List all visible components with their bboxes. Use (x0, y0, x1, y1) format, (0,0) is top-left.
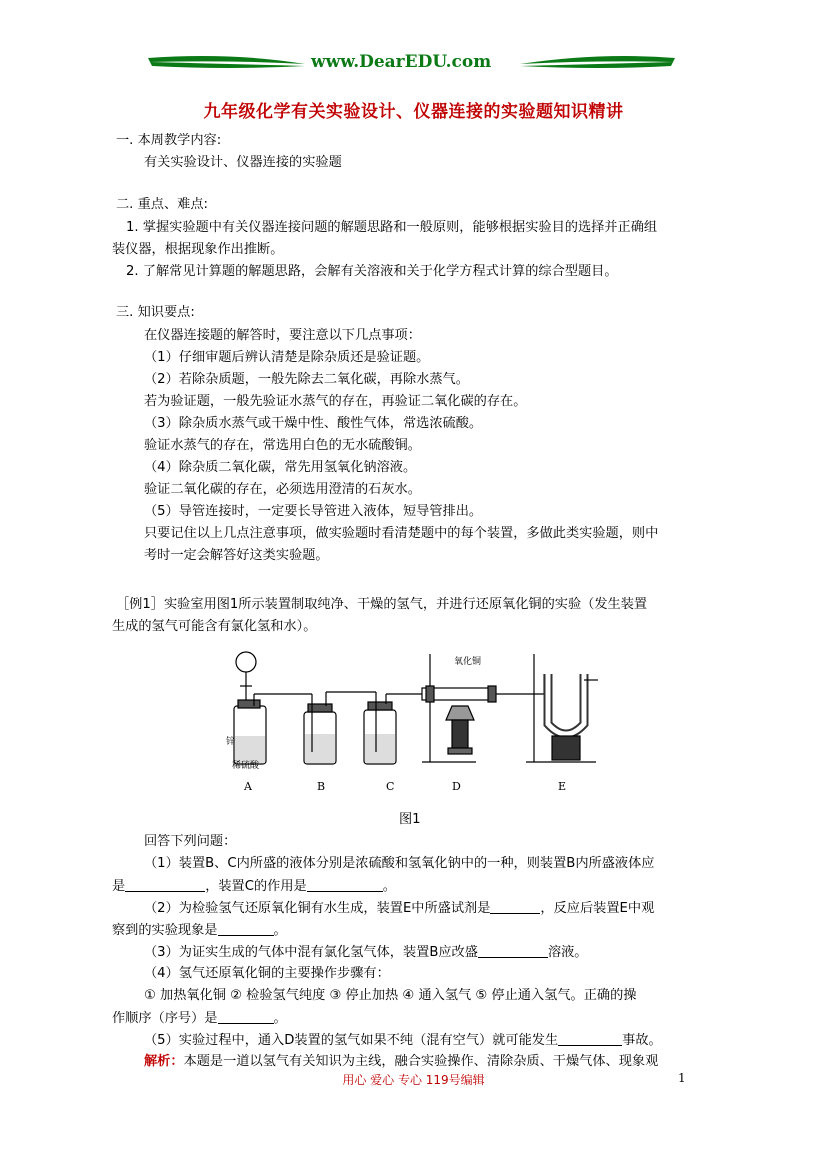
figure-label-acid: 稀硫酸 (232, 761, 260, 771)
question4-line2: ① 加热氧化铜 ② 检验氢气纯度 ③ 停止加热 ④ 通入氢气 ⑤ 停止通入氢气。正确的操 (144, 988, 637, 1003)
page-number: 1 (678, 1071, 686, 1085)
answer-blank[interactable] (307, 878, 383, 892)
example-line1: ［例1］实验室用图1所示装置制取纯净、干燥的氢气，并进行还原氧化铜的实验（发生装置 (116, 597, 648, 612)
figure-label-cuo: 氧化铜 (454, 657, 482, 667)
footer-text: 用心 爱心 专心 119号编辑 (342, 1073, 485, 1087)
answer-blank[interactable] (218, 1010, 274, 1024)
answer-blank[interactable] (478, 944, 548, 958)
question4-line1: （4）氢气还原氧化铜的主要操作步骤有： (144, 966, 390, 981)
questions-intro: 回答下列问题： (144, 834, 237, 849)
question4-line3: 作顺序（序号）是 。 (112, 1011, 287, 1026)
analysis-label: 解析： (144, 1054, 184, 1069)
section3-line: （3）除杂质水蒸气或干燥中性、酸性气体，常选浓硫酸。 (144, 416, 483, 431)
section3-line: （1）仔细审题后辨认清楚是除杂质还是验证题。 (144, 350, 430, 365)
question5: （5）实验过程中，通入D装置的氢气如果不纯（混有空气）就可能发生 事故。 (144, 1033, 662, 1048)
site-banner (0, 50, 827, 78)
section3-line: 在仪器连接题的解答时，要注意以下几点事项： (144, 328, 421, 343)
figure-label-c: C (386, 780, 395, 793)
figure-label-a: A (244, 780, 252, 793)
question1-line1: （1）装置B、C内所盛的液体分别是浓硫酸和氢氧化钠中的一种，则装置B内所盛液体应 (144, 856, 655, 871)
question1-line2: 是 ，装置C的作用是 。 (112, 879, 396, 894)
section3-line: 只要记住以上几点注意事项，做实验题时看清楚题中的每个装置，多做此类实验题，则中 (144, 526, 659, 541)
section2-heading: 二. 重点、难点: (116, 197, 208, 212)
answer-blank[interactable] (490, 900, 540, 914)
section3-line: 验证水蒸气的存在，常选用白色的无水硫酸铜。 (144, 438, 421, 453)
section1-content: 有关实验设计、仪器连接的实验题 (144, 155, 342, 170)
apparatus-figure (226, 644, 606, 804)
example-line2: 生成的氢气可能含有氯化氢和水）。 (112, 619, 317, 634)
figure-label-e: E (558, 780, 567, 793)
section3-heading: 三. 知识要点: (116, 305, 195, 320)
answer-blank[interactable] (218, 922, 274, 936)
answer-blank[interactable] (558, 1032, 622, 1046)
analysis-text: 本题是一道以氢气有关知识为主线，融合实验操作、清除杂质、干燥气体、现象观 (183, 1054, 659, 1069)
section2-item2: 2. 了解常见计算题的解题思路，会解有关溶液和关于化学方程式计算的综合型题目。 (126, 264, 618, 279)
section3-line: 考时一定会解答好这类实验题。 (144, 548, 329, 563)
answer-blank[interactable] (125, 878, 205, 892)
figure-label-b: B (317, 780, 326, 793)
section3-line: 验证二氧化碳的存在，必须选用澄清的石灰水。 (144, 482, 421, 497)
section2-item1-line2: 装仪器，根据现象作出推断。 (112, 242, 284, 257)
page-title: 九年级化学有关实验设计、仪器连接的实验题知识精讲 (203, 102, 624, 122)
section3-line: （2）若除杂质题，一般先除去二氧化碳，再除水蒸气。 (144, 372, 469, 387)
analysis-line (144, 1054, 658, 1070)
question2-line2: 察到的实验现象是 。 (112, 923, 287, 938)
section3-line: 若为验证题，一般先验证水蒸气的存在，再验证二氧化碳的存在。 (144, 394, 527, 409)
site-url: www.DearEDU.com (311, 52, 492, 72)
section1-heading: 一. 本周教学内容: (116, 133, 222, 148)
question3: （3）为证实生成的气体中混有氯化氢气体，装置B应改盛 溶液。 (144, 945, 588, 960)
section2-item1-line1: 1. 掌握实验题中有关仪器连接问题的解题思路和一般原则，能够根据实验目的选择并正确组 (126, 220, 658, 235)
question2-line1: （2）为检验氢气还原氧化铜有水生成，装置E中所盛试剂是 ，反应后装置E中观 (144, 901, 655, 916)
figure-label-d: D (452, 780, 461, 793)
figure-label-zinc: 锌 (226, 737, 236, 747)
figure-caption: 图1 (399, 812, 421, 827)
section3-line: （5）导管连接时，一定要长导管进入液体，短导管排出。 (144, 504, 483, 519)
section3-line: （4）除杂质二氧化碳，常先用氢氧化钠溶液。 (144, 460, 417, 475)
